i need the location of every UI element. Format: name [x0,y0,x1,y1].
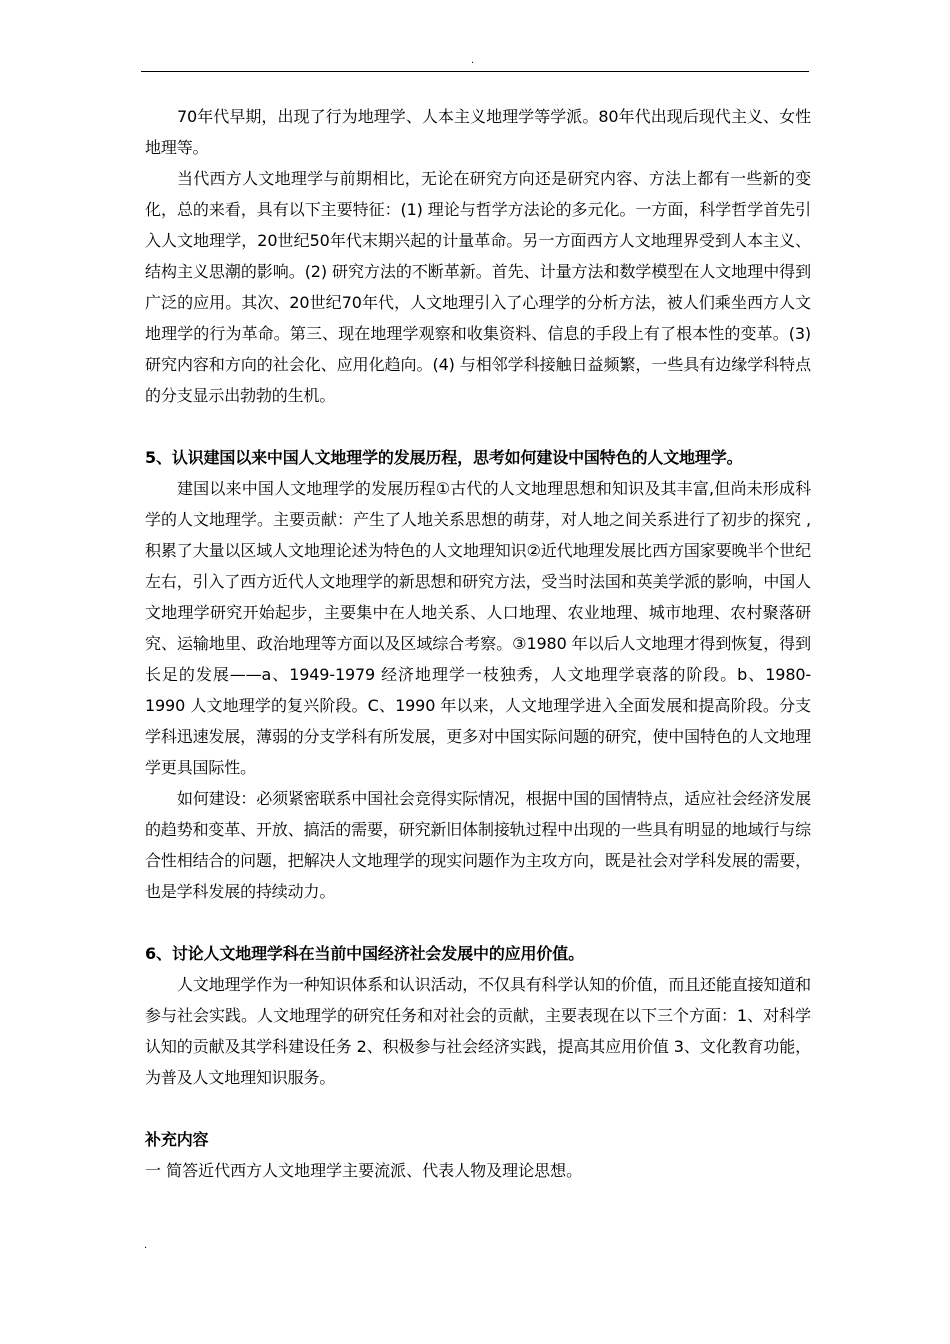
section5-paragraph-2: 如何建设：必须紧密联系中国社会竞得实际情况，根据中国的国情特点，适应社会经济发展的趋势和变革、开放、搞活的需要，研究新旧体制接轨过程中出现的一些具有明显的地域行与综合性相结合的问题，把解决人文地理学的现实问题作为主攻方向，既是社会对学科发展的需要，也是学科发展的持续动力。 [145,789,812,901]
header-rule [141,71,809,72]
spacer [145,411,811,442]
document-body [145,101,811,1186]
supplement-heading: 补充内容 [145,1130,209,1149]
header-mark: . [471,55,475,66]
section5-paragraph-1: 建国以来中国人文地理学的发展历程①古代的人文地理思想和知识及其丰富,但尚未形成科学的人文地理学。主要贡献：产生了人地关系思想的萌芽，对人地之间关系进行了初步的探究 ,积累了大量以区域人文地理论述为特色的人文地理知识②近代地理发展比西方国家要晚半个世纪左右，引入了西方近代人文地理学的新思想和研究方法，受当时法国和英美学派的影响，中国人文地理学研究开始起步，主要集中在人地关系、人口地理、农业地理、城市地理、农村聚落研究、运输地里、政治地理等方面以及区域综合考察。③1980 年以后人文地理才得到恢复，得到长足的发展——a、1949-1979 经济地理学一枝独秀，人文地理学衰落的阶段。b、1980-1990 人文地理学的复兴阶段。C、1990 年以来，人文地理学进入全面发展和提高阶段。分支学科迅速发展，薄弱的分支学科有所发展，更多对中国实际问题的研究，使中国特色的人文地理学更具国际性。 [145,479,811,777]
section4-paragraph-2: 当代西方人文地理学与前期相比，无论在研究方向还是研究内容、方法上都有一些新的变化，总的来看，具有以下主要特征：(1) 理论与哲学方法论的多元化。一方面，科学哲学首先引入人文地理学，20世纪50年代末期兴起的计量革命。另一方面西方人文地理界受到人本主义、结构主义思潮的影响。(2) 研究方法的不断革新。首先、计量方法和数学模型在人文地理中得到广泛的应用。其次、20世纪70年代，人文地理引入了心理学的分析方法，被人们乘坐西方人文地理学的行为革命。第三、现在地理学观察和收集资料、信息的手段上有了根本性的变革。(3) 研究内容和方向的社会化、应用化趋向。(4) 与相邻学科接触日益频繁，一些具有边缘学科特点的分支显示出勃勃的生机。 [145,169,811,405]
supplement-item-1: 一 简答近代西方人文地理学主要流派、代表人物及理论思想。 [145,1161,583,1180]
footer-mark: . [144,1240,148,1251]
spacer [145,907,811,938]
section6-heading: 6、讨论人文地理学科在当前中国经济社会发展中的应用价值。 [145,944,584,963]
section6-paragraph-1: 人文地理学作为一种知识体系和认识活动，不仅具有科学认知的价值，而且还能直接知道和参与社会实践。人文地理学的研究任务和对社会的贡献，主要表现在以下三个方面：1、对科学认知的贡献及其学科建设任务 2、积极参与社会经济实践，提高其应用价值 3、文化教育功能，为普及人文地理知识服务。 [145,975,812,1087]
section4-paragraph-1: 70年代早期，出现了行为地理学、人本主义地理学等学派。80年代出现后现代主义、女性地理等。 [145,107,811,157]
spacer [145,1093,811,1124]
section5-heading: 5、认识建国以来中国人文地理学的发展历程，思考如何建设中国特色的人文地理学。 [145,448,743,467]
